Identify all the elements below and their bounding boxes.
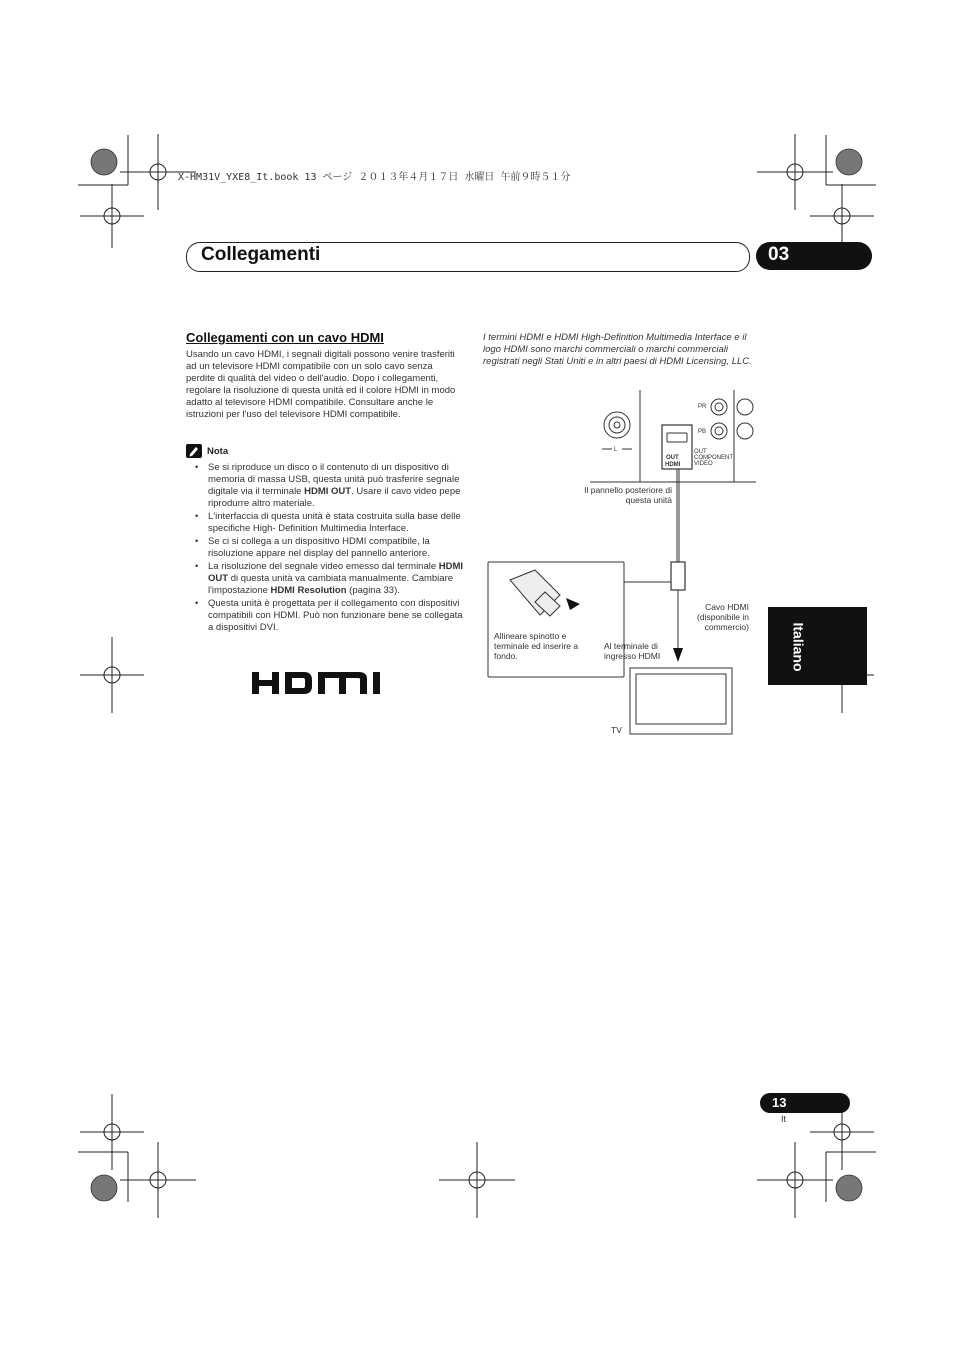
language-tab-text: Italiano — [790, 622, 807, 672]
tv-input-label: Al terminale di ingresso HDMI — [604, 641, 661, 661]
section-title: Collegamenti con un cavo HDMI — [186, 330, 384, 345]
language-tab — [768, 607, 867, 685]
page-language: It — [781, 1114, 787, 1124]
note-item: • Questa unità è progettata per il collegamento con dispositivi compatibili con HDMI. Può non funzionare bene se collegata a dispositivi DVI. — [192, 598, 468, 634]
rear-panel-label: Il pannello posteriore di questa unità — [584, 485, 672, 505]
component-label: COMPONENT — [694, 455, 733, 461]
print-line: X-HM31V_YXE8_It.book 13 ページ ２０１３年４月１７日 水曜日 午前９時５１分 — [178, 172, 571, 183]
note-label: Nota — [207, 446, 229, 457]
chapter-number: 03 — [768, 244, 790, 265]
plug-instruction: Allineare spinotto e terminale ed inserire a fondo. — [494, 631, 579, 661]
section-body: Usando un cavo HDMI, i segnali digitali possono venire trasferiti ad un televisore HDMI compatibile con un solo cavo senza perdite di qualità del video o dell'audio. Dopo i collegamenti, regolare la risoluzione di questa unità ed il colore HDMI in modo adatto al televisore HDMI compatibile. Consultare anche le istruzioni per l'uso del televisore HDMI compatibile. — [186, 349, 456, 420]
note-item: • L'interfaccia di questa unità è stata costruita sulla base delle specifiche High- Definition Multimedia Interface. — [192, 511, 468, 535]
tv-label: TV — [611, 725, 622, 735]
pb-label: PB — [698, 429, 707, 435]
component-video-label: VIDEO — [694, 461, 713, 467]
language-tab-label — [785, 612, 809, 682]
trademark-notice: I termini HDMI e HDMI High-Definition Multimedia Interface e il logo HDMI sono marchi commerciali o marchi commerciali registrati negli Stati Uniti e in altri paesi di HDMI Licensing, LLC. — [483, 332, 752, 367]
page-number: 13 — [772, 1095, 787, 1110]
connection-diagram — [480, 380, 760, 740]
out-port-label: OUT — [666, 455, 679, 461]
note-item: • Se ci si collega a un dispositivo HDMI compatibile, la risoluzione appare nel display del pannello anteriore. — [192, 536, 468, 560]
note-item: • La risoluzione del segnale video emesso dal terminale HDMI OUT di questa unità va cambiata manualmente. Cambiare l'impostazione HDMI Resolution (pagina 33). — [192, 561, 468, 597]
note-item: • Se si riproduce un disco o il contenuto di un dispositivo di memoria di massa USB, questa unità può trasferire segnale digitale via il terminale HDMI OUT. Usare il cavo video pepe riprodurre altro materiale. — [192, 462, 468, 510]
component-out-label: OUT — [694, 449, 707, 455]
hdmi-port-label: HDMI — [665, 462, 681, 468]
note-icon — [186, 444, 202, 458]
hdmi-logo — [252, 670, 384, 696]
hdmi-cable-label: Cavo HDMI (disponibile in commercio) — [697, 602, 749, 632]
diagram-lines — [480, 380, 760, 740]
note-list — [192, 462, 468, 635]
pr-label: PR — [698, 404, 707, 410]
l-label: L — [614, 447, 618, 453]
page-title: Collegamenti — [201, 244, 321, 265]
